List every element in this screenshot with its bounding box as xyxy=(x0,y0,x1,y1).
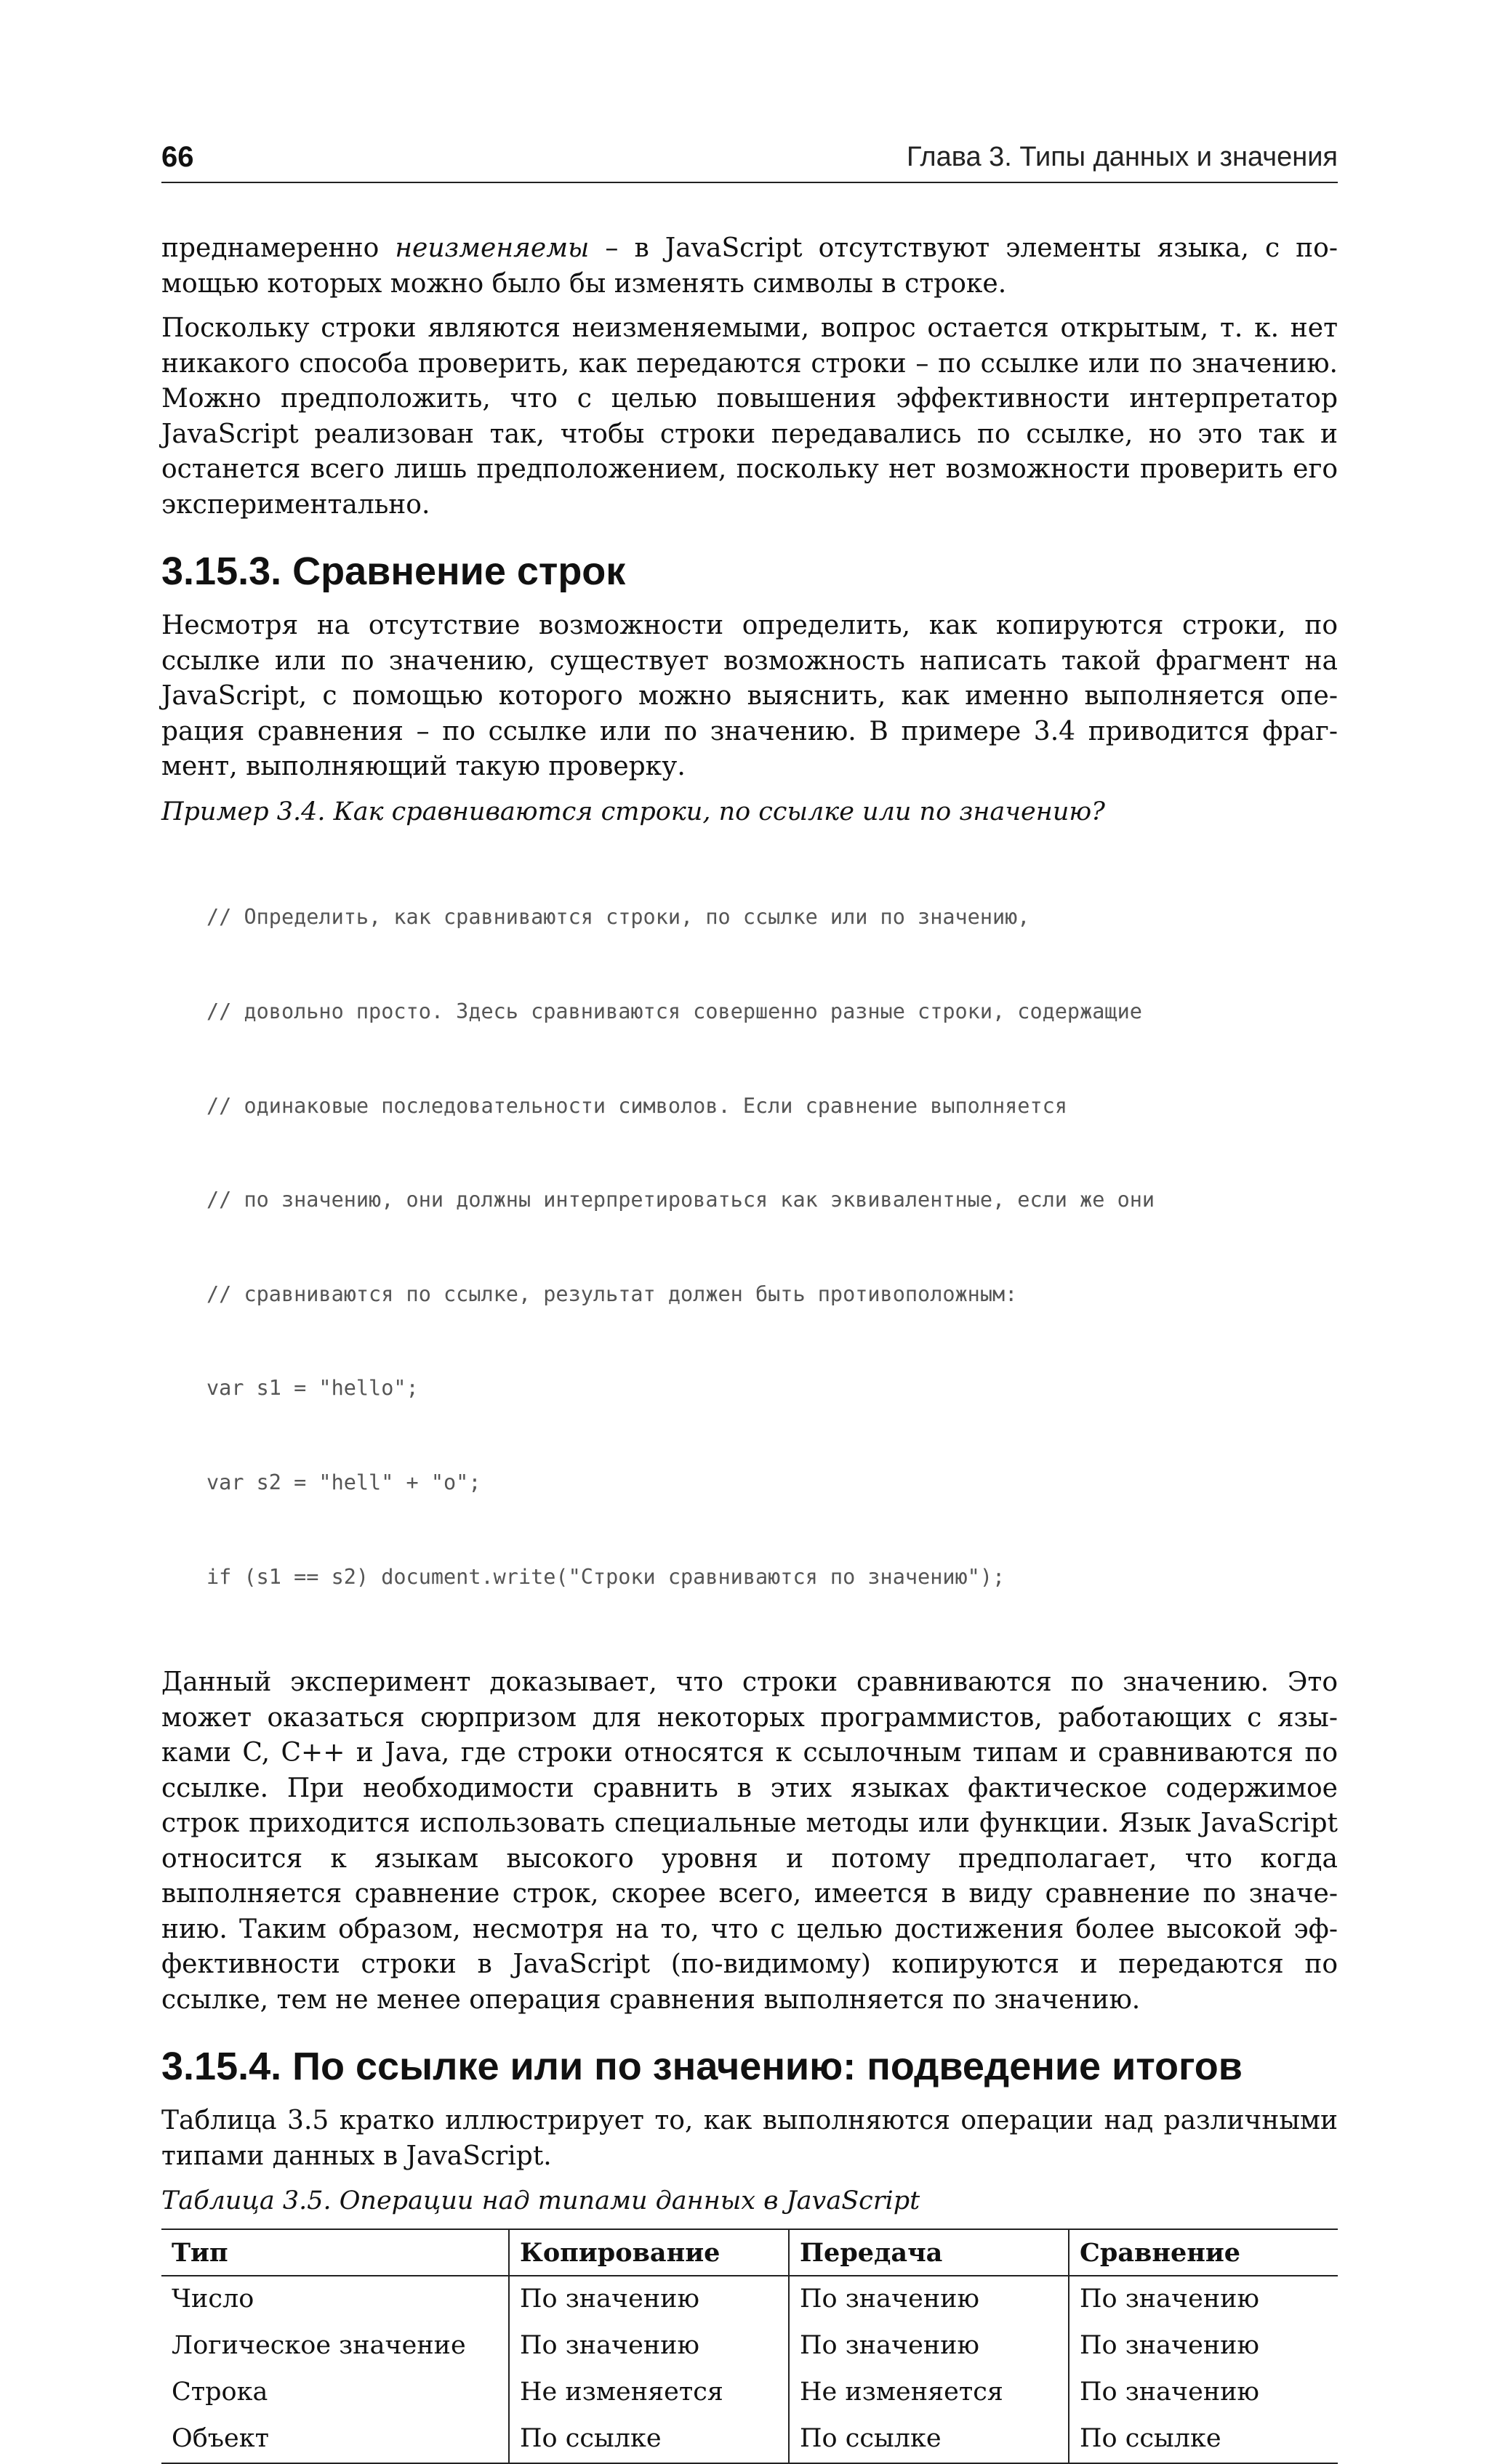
example-caption: Пример 3.4. Как сравниваются строки, по ссылке или по значению? xyxy=(161,797,1105,826)
table-cell: Не изменяется xyxy=(789,2370,1069,2416)
intro-paragraph-2: Поскольку строки являются неизменяемыми, вопрос остается открытым, т. к. нет никакого способа проверить, как передаются строки – по ссылке или по значению. Можно предположить, что с целью повышения эффективности интерпретатор JavaScript реализован так, чтобы строки передавались по ссылке, но это так и останется всего лишь предположением, поскольку нет возможности проверить его экспериментально. xyxy=(161,313,1338,520)
table-row xyxy=(161,2276,1338,2323)
table-cell: По ссылке xyxy=(1069,2416,1338,2463)
table-cell: Число xyxy=(172,2284,254,2314)
running-head xyxy=(161,138,1338,183)
section-3-15-3-paragraph-1: Несмотря на отсутствие возможности определить, как копируются строки, по ссылке или по значению, существует возможность написать такой фрагмент на JavaScript, с помощью которого можно выяснить, как именно выполняется операция сравнения – по ссылке или по значению. В примере 3.4 приводится фрагмент, выполняющий такую проверку. xyxy=(161,611,1338,781)
table-cell: Строка xyxy=(172,2377,268,2407)
table-header-cell: Копирование xyxy=(509,2229,789,2276)
table-header-cell: Сравнение xyxy=(1069,2229,1338,2276)
table-header-row xyxy=(161,2229,1338,2276)
table-cell: По значению xyxy=(509,2276,789,2323)
table-cell: По значению xyxy=(789,2323,1069,2370)
table-cell: По значению xyxy=(509,2323,789,2370)
table-cell: По значению xyxy=(1069,2276,1338,2323)
section-heading-3-15-3: 3.15.3. Сравнение строк xyxy=(161,549,626,593)
table-caption: Таблица 3.5. Операции над типами данных в JavaScript xyxy=(161,2186,920,2216)
page-body xyxy=(161,231,1338,2464)
section-3-15-4-paragraph-1: Таблица 3.5 кратко иллюстрирует то, как выполняются операции над различными типами данных в JavaScript. xyxy=(161,2106,1338,2171)
operations-table xyxy=(161,2229,1338,2464)
emphasis-immutable: неизменяемы xyxy=(395,233,590,263)
code-line: // по значению, они должны интерпретироваться как эквивалентные, если же они xyxy=(206,1188,1155,1212)
intro-text-end: – в JavaScript отсутствуют элементы языка, с помощью которых можно было бы изменять символы в строке. xyxy=(161,233,1338,299)
table-cell: По ссылке xyxy=(509,2416,789,2463)
code-line: if (s1 == s2) document.write("Строки сравниваются по значению"); xyxy=(206,1564,1006,1589)
code-line: var s1 = "hello"; xyxy=(206,1376,419,1401)
code-line: // одинаковые последовательности символов. Если сравнение выполняется xyxy=(206,1093,1067,1118)
table-cell: По значению xyxy=(1069,2370,1338,2416)
table-cell: По значению xyxy=(789,2276,1069,2323)
table-cell: Логическое значение xyxy=(172,2330,466,2360)
table-cell: По ссылке xyxy=(789,2416,1069,2463)
code-line: // довольно просто. Здесь сравниваются совершенно разные строки, содержащие xyxy=(206,999,1142,1023)
table-cell: Объект xyxy=(161,2416,509,2463)
intro-paragraph-1 xyxy=(161,231,1338,302)
section-3-15-3-paragraph-2: Данный эксперимент доказывает, что строки сравниваются по значению. Это может оказаться сюрпризом для некоторых программистов, работающих с языками C, C++ и Java, где строки относятся к ссылочным типам и сравниваются по ссылке. При необходимости сравнить в этих языках фактическое содержимое строк приходится использовать специальные методы или функции. Язык JavaScript относится к языкам высокого уровня и потому предполагает, что когда выполняется сравнение строк, скорее всего, имеется в виду сравнение по значению. Таким образом, несмотря на то, что с целью достижения более высокой эффективности строки в JavaScript (по-видимому) копируются и передаются по ссылке, тем не менее операция сравнения выполняется по значению. xyxy=(161,1667,1338,2015)
section-heading-3-15-4: 3.15.4. По ссылке или по значению: подведение итогов xyxy=(161,2045,1243,2089)
table-cell: По значению xyxy=(1069,2323,1338,2370)
chapter-title: Глава 3. Типы данных и значения xyxy=(906,142,1338,172)
code-line: // сравниваются по ссылке, результат должен быть противоположным: xyxy=(206,1281,1018,1306)
table-row xyxy=(161,2323,1338,2370)
page-number: 66 xyxy=(161,141,194,173)
table-row xyxy=(161,2416,1338,2463)
code-line: var s2 = "hell" + "o"; xyxy=(206,1470,481,1494)
table-header-cell: Тип xyxy=(161,2229,509,2276)
table-header-cell: Передача xyxy=(789,2229,1069,2276)
table-row xyxy=(161,2370,1338,2416)
table-cell: Не изменяется xyxy=(509,2370,789,2416)
code-line: // Определить, как сравниваются строки, по ссылке или по значению, xyxy=(206,905,1030,930)
code-listing xyxy=(206,839,1338,1655)
intro-text-start: преднамеренно xyxy=(161,233,396,263)
